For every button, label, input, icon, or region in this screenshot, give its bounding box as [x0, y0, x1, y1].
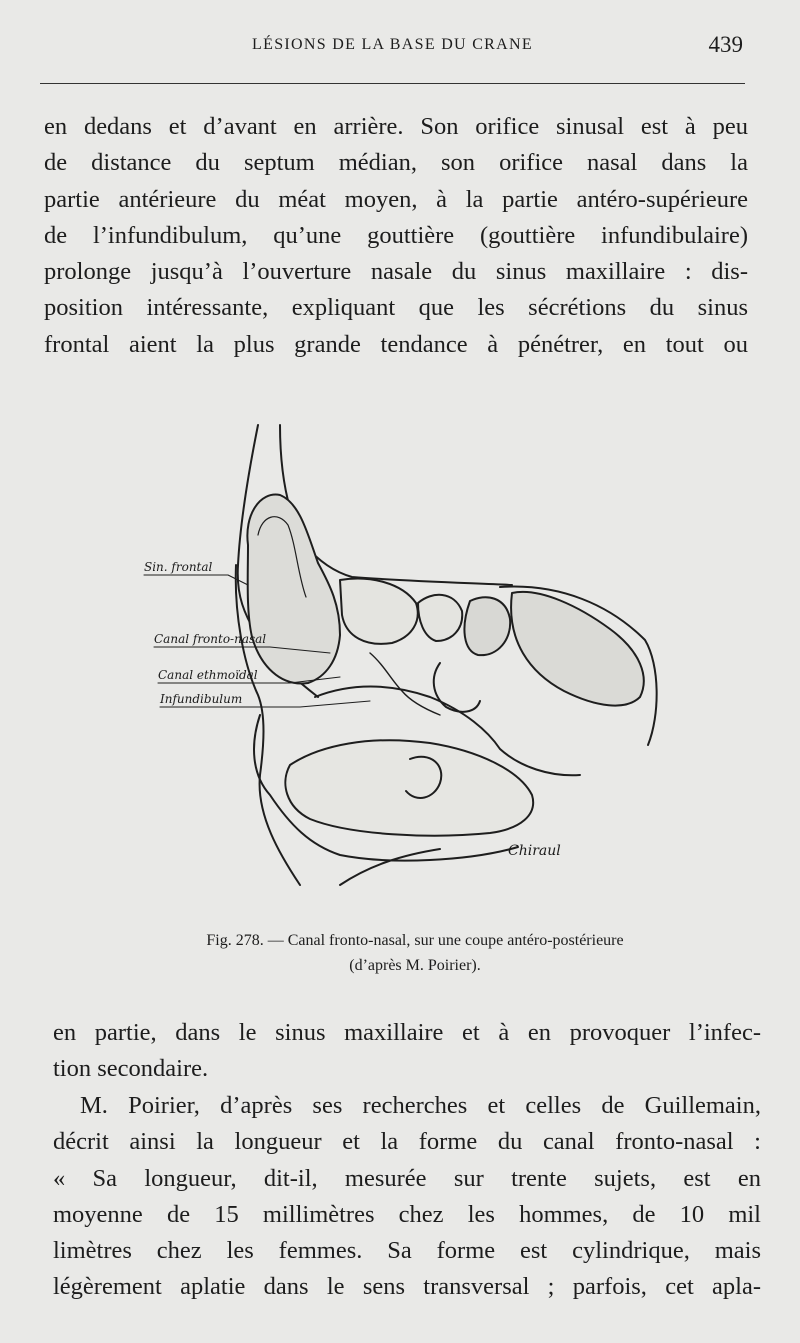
text-line: en partie, dans le sinus maxillaire et à en provoquer l’infec- — [53, 1019, 761, 1046]
text-line: moyenne de 15 millimètres chez les hommes, de 10 mil — [53, 1200, 761, 1228]
label-infundibulum: Infundibulum — [160, 692, 243, 706]
running-title: LÉSIONS DE LA BASE DU CRANE — [252, 36, 533, 53]
running-head — [40, 34, 745, 64]
page-number: 439 — [708, 32, 743, 57]
text-line: légèrement aplatie dans le sens transversal ; parfois, cet apla- — [53, 1273, 761, 1301]
text-line: en dedans et d’avant en arrière. Son orifice sinusal est à peu — [44, 113, 748, 140]
ethmoid-cell — [340, 579, 418, 644]
label-sinus-frontal: Sin. frontal — [144, 560, 213, 574]
text-line: de distance du septum médian, son orifice nasal dans la — [44, 149, 748, 177]
ethmoid-cell — [418, 595, 462, 641]
figure-caption — [100, 928, 730, 978]
text-line: partie antérieure du méat moyen, à la partie antéro-supérieure — [44, 185, 748, 213]
text-line: M. Poirier, d’après ses recherches et celles de Guillemain, — [80, 1092, 761, 1119]
paragraph-bottom-2 — [53, 1088, 761, 1306]
inferior-turbinate — [285, 740, 533, 835]
paragraph-top — [44, 109, 748, 363]
sphenoid-sinus — [511, 592, 644, 706]
infundibulum-groove — [370, 653, 440, 715]
text-line: décrit ainsi la longueur et la forme du canal fronto-nasal : — [53, 1128, 761, 1156]
text-line: de l’infundibulum, qu’une gouttière (gouttière infundibulaire) — [44, 221, 748, 249]
label-canal-ethmoidal: Canal ethmoïdal — [158, 668, 258, 682]
artist-signature: Chiraul — [508, 843, 561, 859]
caption-line-1: Fig. 278. — Canal fronto-nasal, sur une coupe antéro-postérieure — [206, 932, 624, 949]
text-line: « Sa longueur, dit-il, mesurée sur trente sujets, est en — [53, 1164, 761, 1192]
paragraph-bottom-1 — [53, 1015, 761, 1088]
leader-sinus-frontal — [144, 575, 248, 585]
text-line: tion secondaire. — [53, 1055, 209, 1083]
text-line: limètres chez les femmes. Sa forme est cylindrique, mais — [53, 1237, 761, 1265]
palate-line — [340, 849, 440, 885]
label-canal-fronto-nasal: Canal fronto-nasal — [154, 632, 267, 646]
ethmoid-cell — [464, 597, 510, 655]
header-rule — [40, 83, 745, 84]
anatomical-figure — [140, 415, 670, 905]
middle-turbinate-hook — [434, 663, 480, 712]
text-line: position intéressante, expliquant que les sécrétions du sinus — [44, 294, 748, 322]
caption-line-2: (d’après M. Poirier). — [349, 957, 481, 974]
frontal-sinus — [247, 495, 340, 684]
anatomical-drawing — [140, 415, 670, 905]
text-line: frontal aient la plus grande tendance à pénétrer, en tout ou — [44, 330, 748, 358]
text-line: prolonge jusqu’à l’ouverture nasale du sinus maxillaire : dis- — [44, 258, 748, 286]
